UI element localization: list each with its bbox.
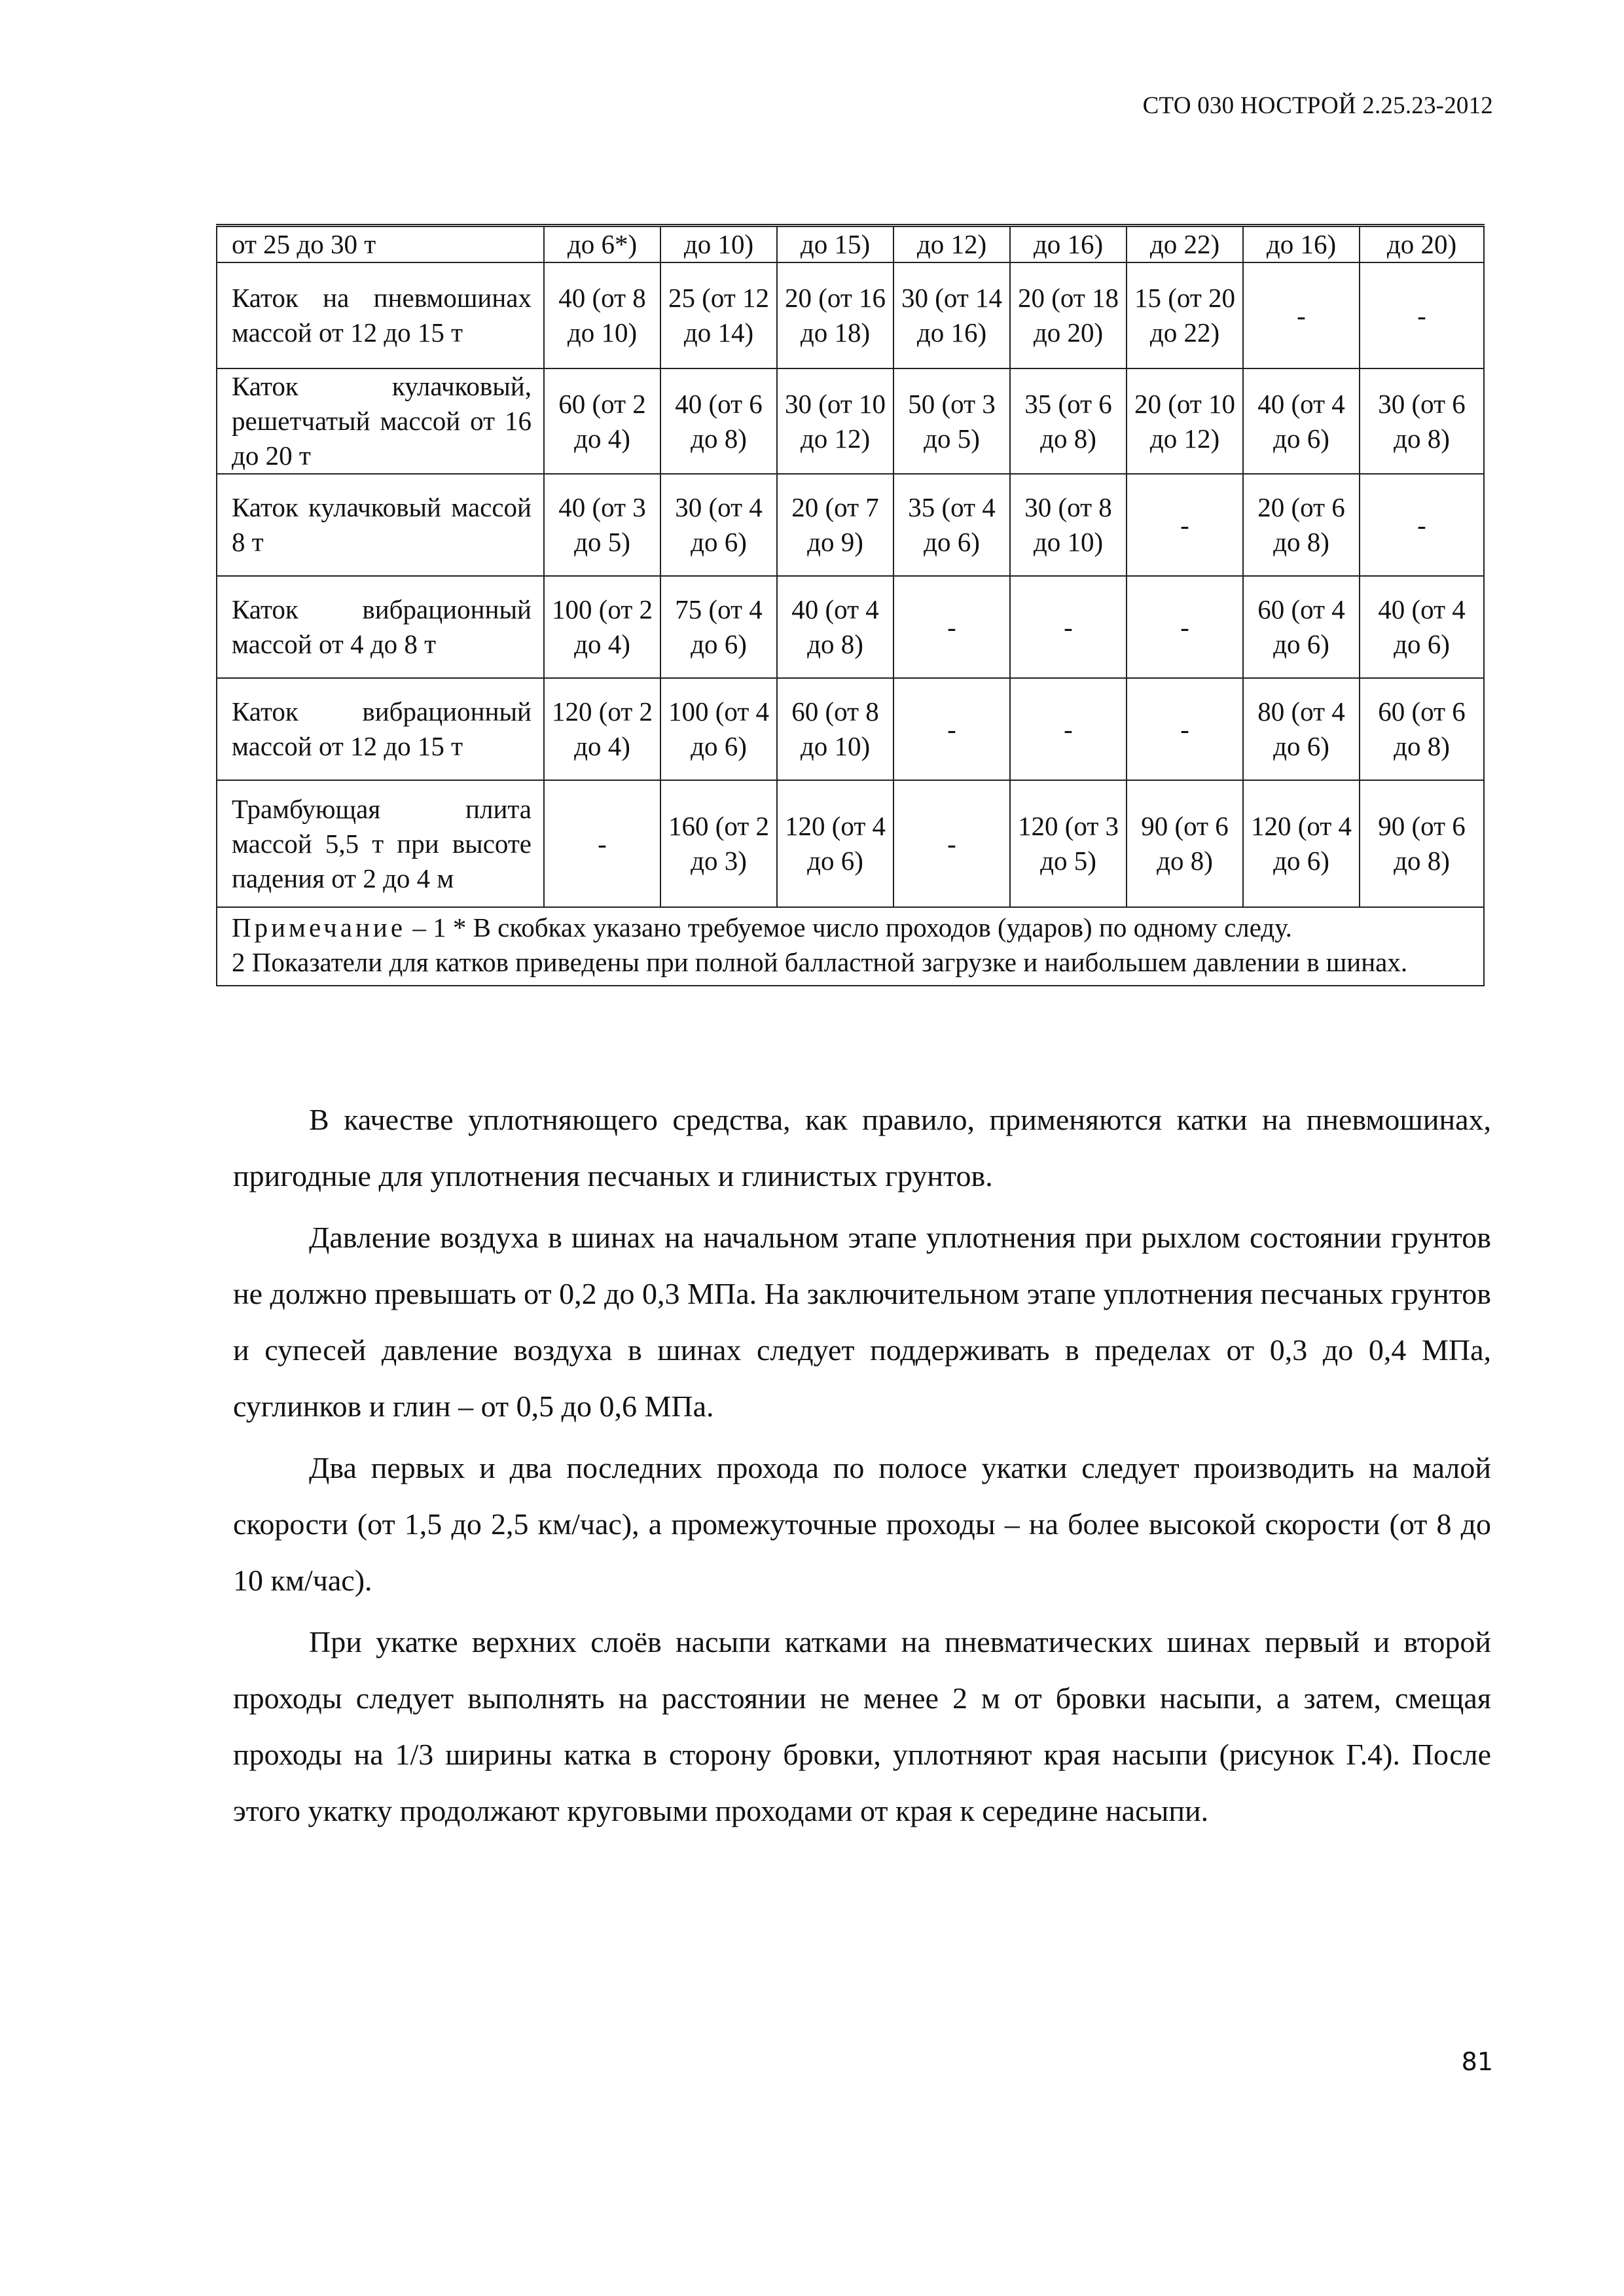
table-cell: -	[1127, 474, 1243, 576]
table-cell: 40 (от 3 до 5)	[544, 474, 660, 576]
table-cell: 30 (от 14 до 16)	[893, 262, 1010, 368]
table-row	[217, 474, 1484, 576]
table-cell: 60 (от 2 до 4)	[544, 368, 660, 474]
table-cell: до 16)	[1243, 226, 1360, 263]
note-line-1	[232, 910, 1469, 945]
table-cell: 30 (от 4 до 6)	[660, 474, 777, 576]
note-text-1: – 1 * В скобках указано требуемое число проходов (ударов) по одному следу.	[406, 912, 1292, 942]
table-cell: 40 (от 4 до 8)	[777, 576, 893, 678]
table-cell: до 6*)	[544, 226, 660, 263]
table-row	[217, 576, 1484, 678]
table-cell: 60 (от 4 до 6)	[1243, 576, 1360, 678]
table-cell: -	[1127, 576, 1243, 678]
table-cell: 30 (от 6 до 8)	[1360, 368, 1484, 474]
body-text	[233, 1092, 1491, 1839]
table-cell: -	[1360, 262, 1484, 368]
table-cell: 100 (от 2 до 4)	[544, 576, 660, 678]
table-cell: 20 (от 16 до 18)	[777, 262, 893, 368]
table-cell: 20 (от 6 до 8)	[1243, 474, 1360, 576]
table-cell: 40 (от 6 до 8)	[660, 368, 777, 474]
table-cell: 60 (от 6 до 8)	[1360, 678, 1484, 780]
table-cell: до 20)	[1360, 226, 1484, 263]
table-cell: 20 (от 7 до 9)	[777, 474, 893, 576]
paragraph: Два первых и два последних прохода по полосе укатки следует производить на малой скорости (от 1,5 до 2,5 км/час), а промежуточные проходы – на более высокой скорости (от 8 до 10 км/час).	[233, 1451, 1491, 1597]
note-label: Примечание	[232, 912, 406, 942]
table-cell: 35 (от 6 до 8)	[1010, 368, 1127, 474]
table-cell: 15 (от 20 до 22)	[1127, 262, 1243, 368]
table-cell: 90 (от 6 до 8)	[1360, 780, 1484, 907]
document-code-header: СТО 030 НОСТРОЙ 2.25.23-2012	[1142, 92, 1493, 119]
table-cell: 100 (от 4 до 6)	[660, 678, 777, 780]
table-cell: -	[1010, 576, 1127, 678]
table-cell: 90 (от 6 до 8)	[1127, 780, 1243, 907]
table-cell: 25 (от 12 до 14)	[660, 262, 777, 368]
table-row	[217, 262, 1484, 368]
page-number: 81	[1461, 2047, 1493, 2076]
table-cell: 20 (от 10 до 12)	[1127, 368, 1243, 474]
paragraph: Давление воздуха в шинах на начальном этапе уплотнения при рыхлом состоянии грунтов не должно превышать от 0,2 до 0,3 МПа. На заключительном этапе уплотнения песчаных грунтов и супесей давление воздуха в шинах следует поддерживать в пределах от 0,3 до 0,4 МПа, суглинков и глин – от 0,5 до 0,6 МПа.	[233, 1221, 1491, 1423]
row-label: Трамбующая плита массой 5,5 т при высоте падения от 2 до 4 м	[217, 780, 544, 907]
table-cell: до 12)	[893, 226, 1010, 263]
table-row	[217, 780, 1484, 907]
table-row	[217, 226, 1484, 263]
table-row	[217, 678, 1484, 780]
table-cell: 120 (от 3 до 5)	[1010, 780, 1127, 907]
table-cell: -	[893, 780, 1010, 907]
table-cell: -	[1127, 678, 1243, 780]
table-cell: до 16)	[1010, 226, 1127, 263]
row-label: Каток вибрационный массой от 12 до 15 т	[217, 678, 544, 780]
table-body	[217, 226, 1484, 908]
table-cell: -	[1360, 474, 1484, 576]
table-cell: до 10)	[660, 226, 777, 263]
table-cell: 30 (от 8 до 10)	[1010, 474, 1127, 576]
note-text-2: 2 Показатели для катков приведены при полной балластной загрузке и наибольшем давлении в шинах.	[232, 947, 1408, 977]
table-note	[217, 907, 1484, 986]
row-label: Каток вибрационный массой от 4 до 8 т	[217, 576, 544, 678]
table-cell: 120 (от 4 до 6)	[777, 780, 893, 907]
table-cell: 60 (от 8 до 10)	[777, 678, 893, 780]
table-cell: 40 (от 4 до 6)	[1360, 576, 1484, 678]
table-cell: 75 (от 4 до 6)	[660, 576, 777, 678]
table-cell: 40 (от 8 до 10)	[544, 262, 660, 368]
table-cell: -	[893, 576, 1010, 678]
table-cell: до 15)	[777, 226, 893, 263]
table-cell: 120 (от 2 до 4)	[544, 678, 660, 780]
row-label: Каток кулачковый, решетчатый массой от 16 до 20 т	[217, 368, 544, 474]
table-cell: 120 (от 4 до 6)	[1243, 780, 1360, 907]
compaction-table-container	[216, 224, 1483, 986]
table-cell: 20 (от 18 до 20)	[1010, 262, 1127, 368]
table-cell: 40 (от 4 до 6)	[1243, 368, 1360, 474]
table-cell: 35 (от 4 до 6)	[893, 474, 1010, 576]
table-note-row	[217, 907, 1484, 986]
compaction-table	[216, 224, 1485, 986]
table-cell: -	[1010, 678, 1127, 780]
row-label: Каток на пневмошинах массой от 12 до 15 т	[217, 262, 544, 368]
row-label: Каток кулачковый массой 8 т	[217, 474, 544, 576]
table-cell: 30 (от 10 до 12)	[777, 368, 893, 474]
table-cell: до 22)	[1127, 226, 1243, 263]
table-cell: 160 (от 2 до 3)	[660, 780, 777, 907]
paragraph: В качестве уплотняющего средства, как правило, применяются катки на пневмошинах, пригодные для уплотнения песчаных и глинистых грунтов.	[233, 1103, 1491, 1193]
table-cell: 80 (от 4 до 6)	[1243, 678, 1360, 780]
table-cell: 50 (от 3 до 5)	[893, 368, 1010, 474]
paragraph: При укатке верхних слоёв насыпи катками на пневматических шинах первый и второй проходы следует выполнять на расстоянии не менее 2 м от бровки насыпи, а затем, смещая проходы на 1/3 ширины катка в сторону бровки, уплотняют края насыпи (рисунок Г.4). После этого укатку продолжают круговыми проходами от края к середине насыпи.	[233, 1625, 1491, 1827]
table-row	[217, 368, 1484, 474]
table-cell: -	[544, 780, 660, 907]
table-cell: -	[893, 678, 1010, 780]
row-label: от 25 до 30 т	[217, 226, 544, 263]
table-cell: -	[1243, 262, 1360, 368]
